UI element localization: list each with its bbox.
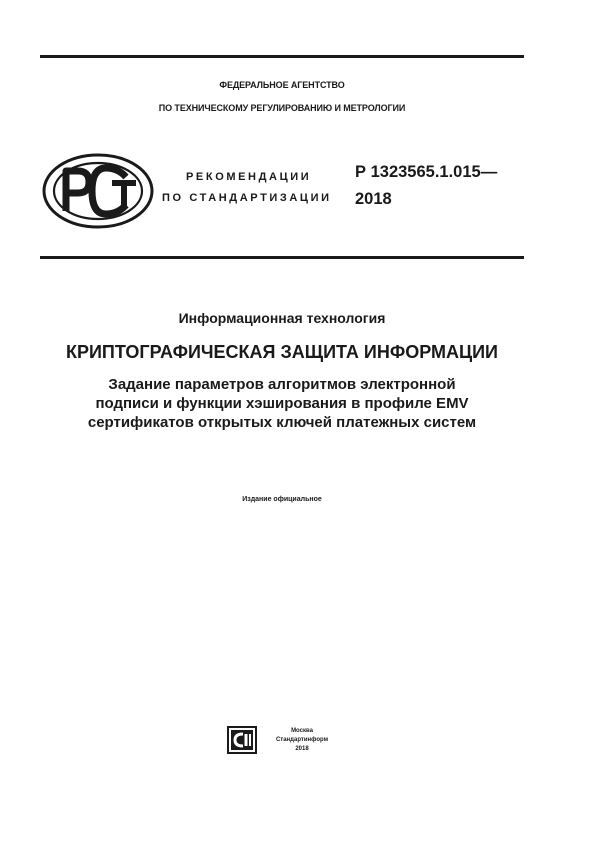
imprint-city: Москва: [291, 728, 313, 734]
imprint: [262, 727, 342, 754]
designation-label-line1: РЕКОМЕНДАЦИИ: [186, 171, 312, 183]
subtitle-line: подписи и функции хэширования в профиле EMV: [95, 395, 469, 412]
subtitle-line: Задание параметров алгоритмов электронной: [108, 376, 456, 393]
top-divider: [40, 55, 524, 58]
edition-note: Издание официальное: [242, 496, 322, 503]
document-main-title: КРИПТОГРАФИЧЕСКАЯ ЗАЩИТА ИНФОРМАЦИИ: [66, 342, 498, 362]
subtitle-line: сертификатов открытых ключей платежных систем: [87, 414, 477, 431]
document-year: 2018: [355, 190, 392, 208]
bottom-divider: [40, 256, 524, 259]
agency-name-line1: ФЕДЕРАЛЬНОЕ АГЕНТСТВО: [219, 80, 345, 90]
agency-name-line2: ПО ТЕХНИЧЕСКОМУ РЕГУЛИРОВАНИЮ И МЕТРОЛОГИИ: [158, 103, 406, 113]
imprint-year: 2018: [295, 746, 309, 752]
document-number: Р 1323565.1.015—: [355, 163, 498, 181]
document-subject: Информационная технология: [178, 310, 386, 326]
rst-gost-logo: [42, 153, 154, 229]
imprint-publisher: Стандартинформ: [275, 737, 329, 743]
document-subtitle: [40, 375, 524, 432]
designation-label-line2: ПО СТАНДАРТИЗАЦИИ: [162, 192, 332, 204]
standartinform-si-logo: [227, 726, 257, 754]
